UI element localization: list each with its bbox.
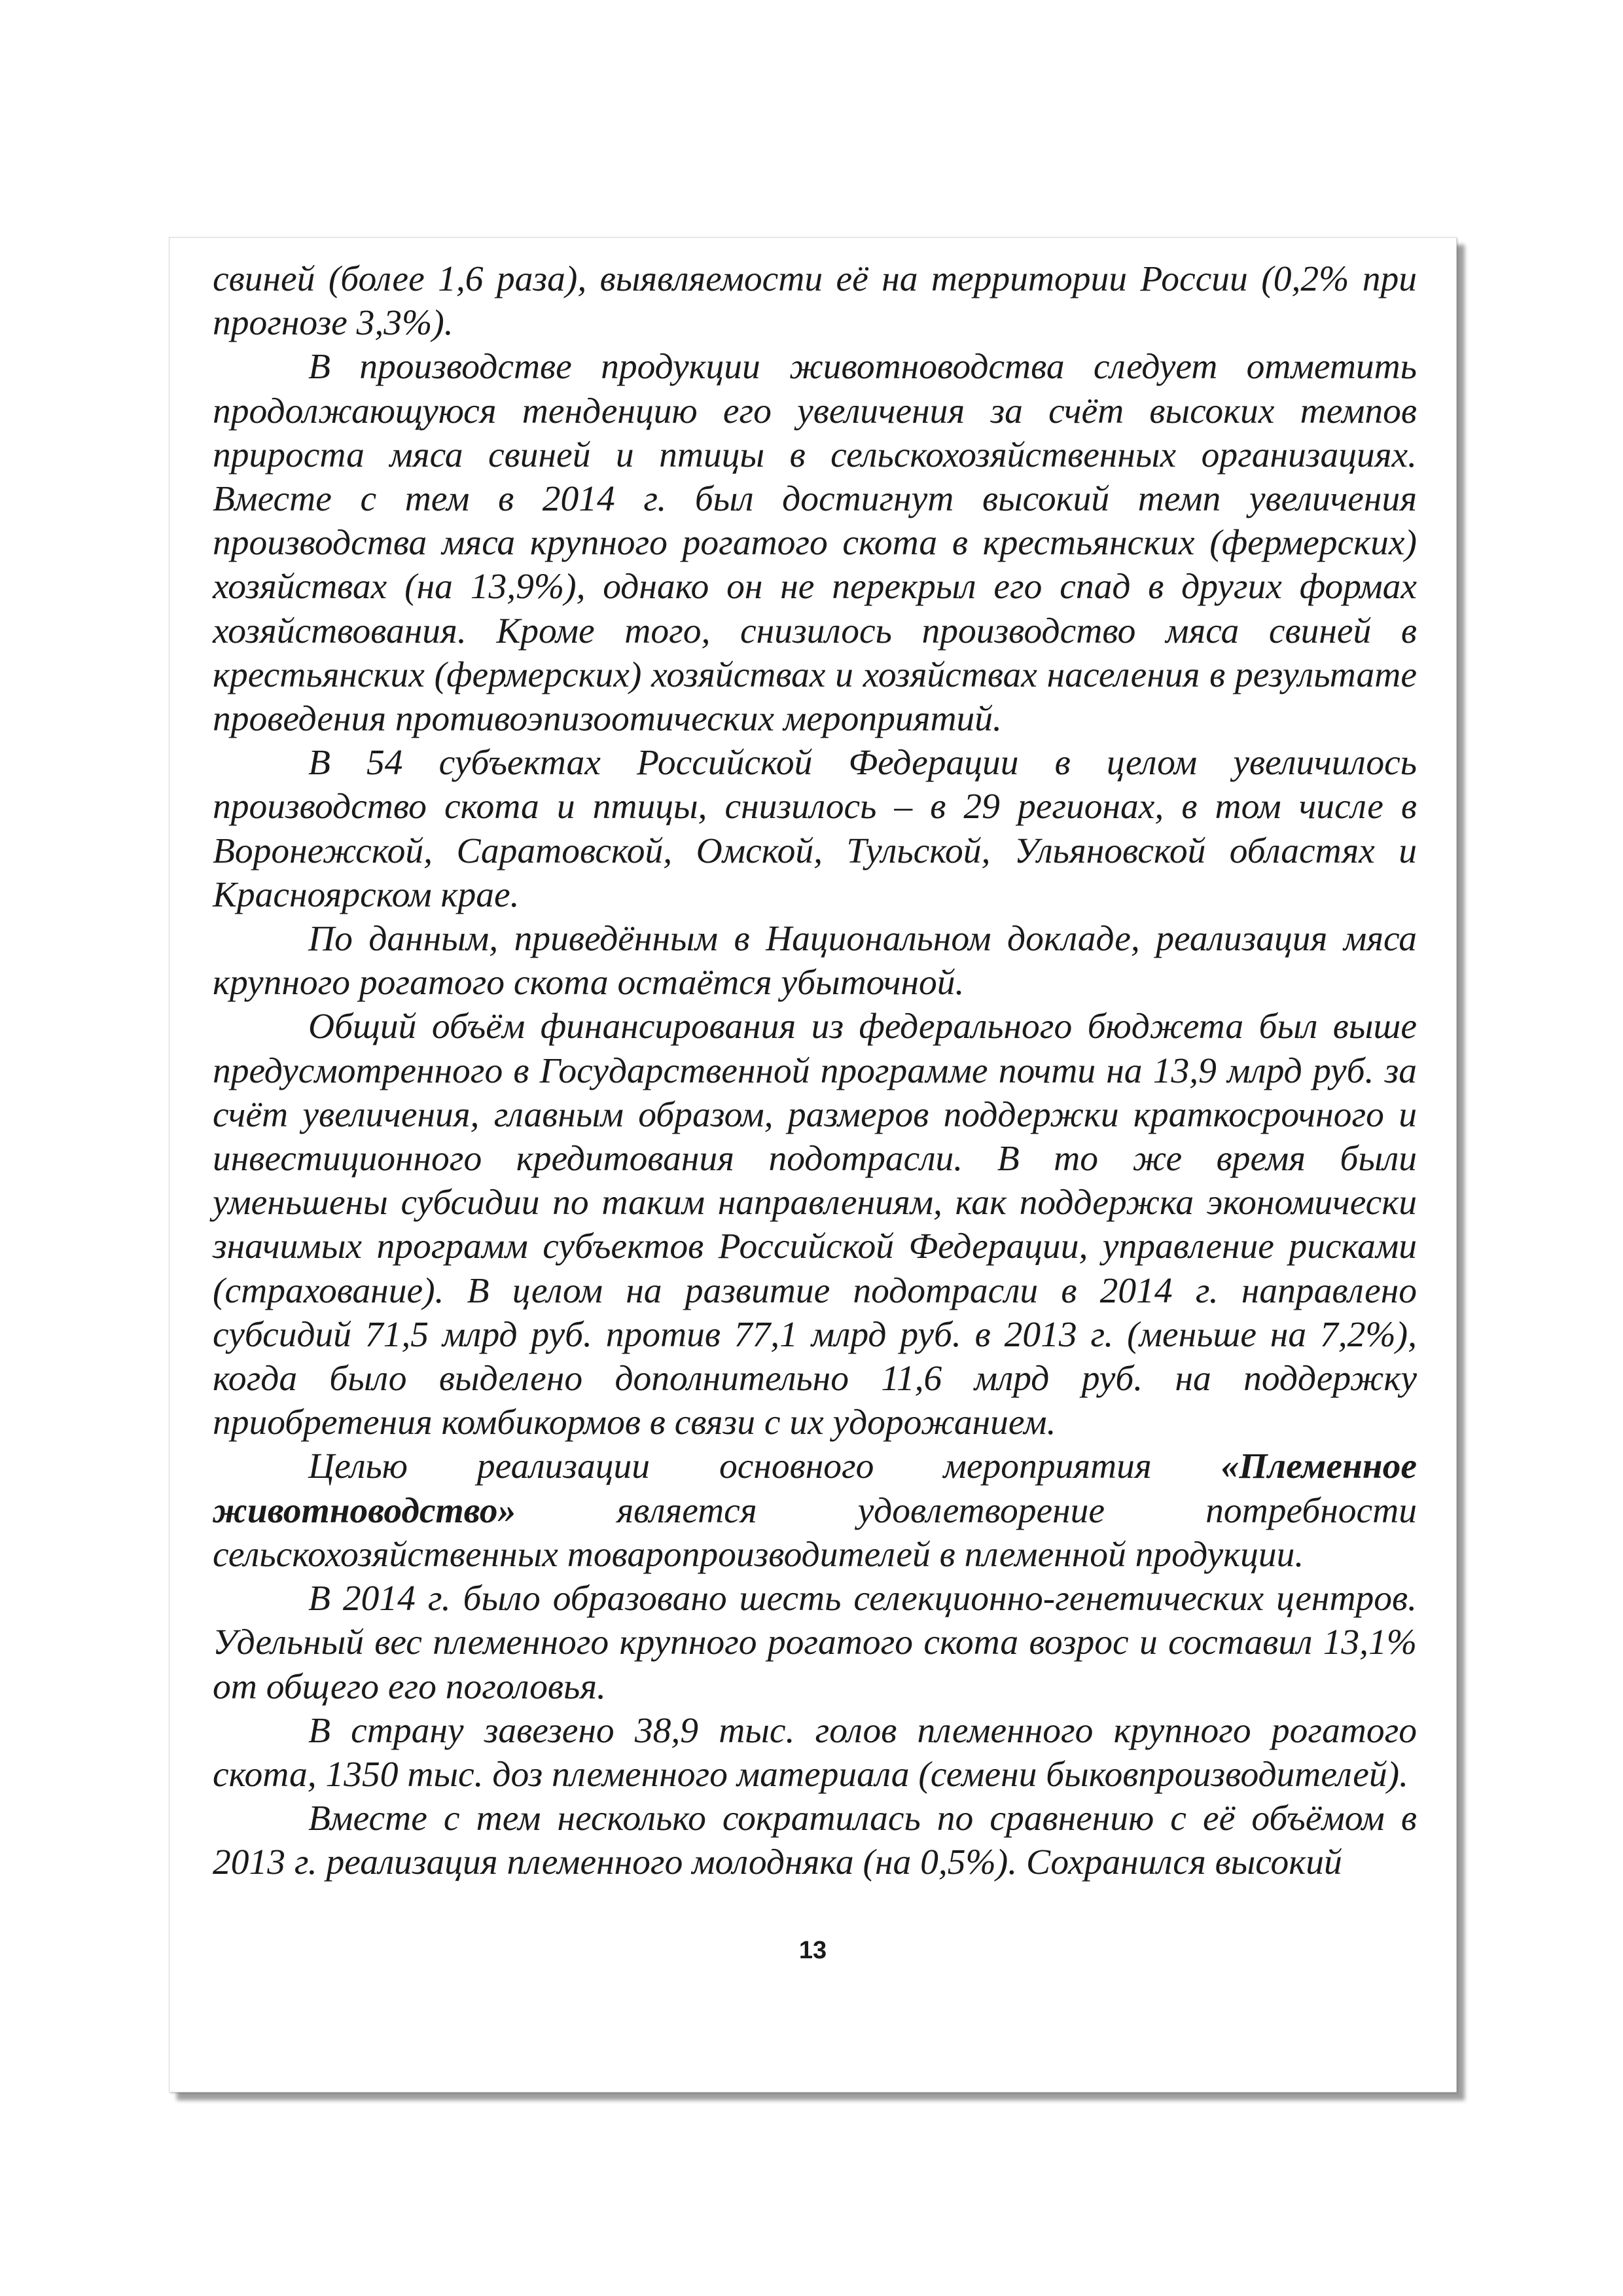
breeding-text-before: Целью реализации основного мероприятия (308, 1446, 1221, 1487)
breeding-text-after: является удовлетворение потребности сельскохозяйственных товаропроизводителей в племенной продукции. (213, 1490, 1417, 1575)
paragraph-regions: В 54 субъектах Российской Федерации в целом увеличилось производство скота и птицы, снизилось – в 29 регионах, в том числе в Воронежской, Саратовской, Омской, Тульской, Ульяновской областях и Красноярском крае. (213, 743, 1417, 915)
paragraph-breeding-goal (213, 1444, 1417, 1577)
paragraph-young-stock: Вместе с тем несколько сократилась по сравнению с её объёмом в 2013 г. реализация племенного молодняка (на 0,5%). Сохранился высокий (213, 1799, 1417, 1883)
breeding-activity-title: «Племенное животноводство» (213, 1446, 1417, 1531)
page-number: 13 (798, 1937, 827, 1964)
page-body (213, 257, 1417, 1885)
paragraph-livestock-production: В производстве продукции животноводства следует отметить продолжающуюся тенденцию его увеличения за счёт высоких темпов прироста мяса свиней и птицы в сельскохозяйственных организациях. Вместе с тем в 2014 г. был достигнут высокий темп увеличения производства мяса крупного рогатого скота в крестьянских (фермерских) хозяйствах (на 13,9%), однако он не перекрыл его спад в других формах хозяйствования. Кроме того, снизилось производство мяса свиней в крестьянских (фермерских) хозяйствах и хозяйствах населения в результате проведения противоэпизоотических мероприятий. (213, 347, 1417, 740)
paragraph-genetic-centers: В 2014 г. было образовано шесть селекционно-генетических центров. Удельный вес племенного крупного рогатого скота возрос и составил 13,1% от общего его поголовья. (213, 1579, 1417, 1707)
document-page (169, 237, 1457, 2092)
paragraph-financing: Общий объём финансирования из федерального бюджета был выше предусмотренного в Государственной программе почти на 13,9 млрд руб. за счёт увеличения, главным образом, размеров поддержки краткосрочного и инвестиционного кредитования подотрасли. В то же время были уменьшены субсидии по таким направлениям, как поддержка экономически значимых программ субъектов Российской Федерации, управление рисками (страхование). В целом на развитие подотрасли в 2014 г. направлено субсидий 71,5 млрд руб. против 77,1 млрд руб. в 2013 г. (меньше на 7,2%), когда было выделено дополнительно 11,6 млрд руб. на поддержку приобретения комбикормов в связи с их удорожанием. (213, 1007, 1417, 1443)
paragraph-imports: В страну завезено 38,9 тыс. голов племенного крупного рогатого скота, 1350 тыс. доз племенного материала (семени быковпроизводителей). (213, 1710, 1417, 1795)
paragraph-national-report: По данным, приведённым в Национальном докладе, реализация мяса крупного рогатого скота остаётся убыточной. (213, 919, 1417, 1003)
paragraph-continuation: свиней (более 1,6 раза), выявляемости её на территории России (0,2% при прогнозе 3,3%). (213, 259, 1417, 344)
